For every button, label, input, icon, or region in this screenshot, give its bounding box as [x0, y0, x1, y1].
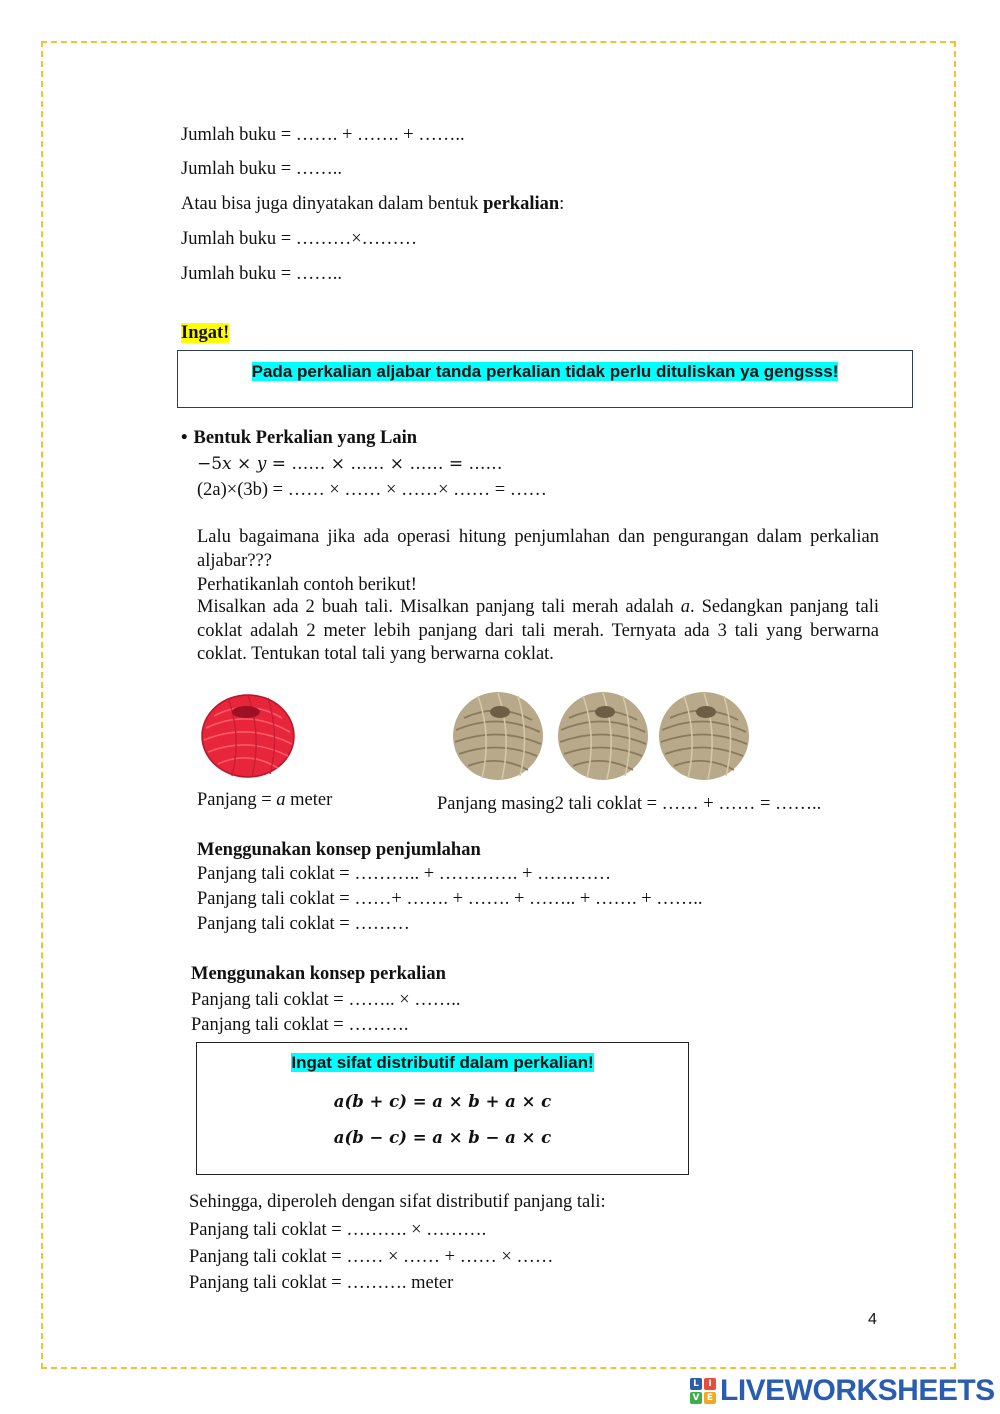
liveworksheets-logo[interactable] — [690, 1376, 995, 1406]
penjumlahan-line-1: Panjang tali coklat = ……….. + …………. + ………… — [197, 864, 612, 884]
final-line-2: Panjang tali coklat = ………. × ………. — [189, 1220, 487, 1240]
brown-yarn-caption: Panjang masing2 tali coklat = …… + …… = …….. — [437, 794, 822, 814]
final-line-1: Sehingga, diperoleh dengan sifat distributif panjang tali: — [189, 1192, 606, 1212]
ingat-box-text: Pada perkalian aljabar tanda perkalian tidak perlu dituliskan ya gengsss! — [251, 362, 839, 381]
perkalian-line-1: Panjang tali coklat = …….. × …….. — [191, 990, 461, 1010]
distributif-box — [196, 1042, 689, 1175]
final-line-3: Panjang tali coklat = …… × …… + …… × …… — [189, 1247, 554, 1267]
bentuk-equation-1: −5𝑥 × 𝑦 = …… × …… × …… = …… — [197, 454, 503, 474]
jumlah-buku-line-2: Jumlah buku = …….. — [181, 159, 342, 179]
bentuk-equation-2: (2a)×(3b) = …… × …… × ……× …… = …… — [197, 480, 547, 500]
jumlah-buku-line-3: Jumlah buku = ………×……… — [181, 229, 418, 249]
story-paragraph-1: Lalu bagaimana jika ada operasi hitung penjumlahan dan pengurangan dalam perkalian aljabar??? — [197, 527, 879, 571]
penjumlahan-heading: Menggunakan konsep penjumlahan — [197, 840, 481, 860]
ingat-label: Ingat! — [181, 323, 230, 343]
brown-yarn-image-2 — [555, 690, 651, 782]
brown-yarn-image-3 — [656, 690, 752, 782]
jumlah-buku-line-4: Jumlah buku = …….. — [181, 264, 342, 284]
story-paragraph-2: Perhatikanlah contoh berikut! — [197, 575, 417, 595]
distributif-title: Ingat sifat distributif dalam perkalian! — [291, 1053, 594, 1072]
bentuk-heading: • Bentuk Perkalian yang Lain — [181, 428, 418, 448]
distributif-formula-1: 𝒂(𝒃 + 𝒄) = 𝒂 × 𝒃 + 𝒂 × 𝒄 — [333, 1092, 552, 1111]
penjumlahan-line-3: Panjang tali coklat = ……… — [197, 914, 410, 934]
brown-yarn-image-1 — [450, 690, 546, 782]
penjumlahan-line-2: Panjang tali coklat = ……+ ……. + ……. + …….. + ……. + …….. — [197, 889, 703, 909]
logo-text: LIVEWORKSHEETS — [720, 1374, 995, 1407]
distributif-formula-2: 𝒂(𝒃 − 𝒄) = 𝒂 × 𝒃 − 𝒂 × 𝒄 — [333, 1128, 552, 1147]
jumlah-buku-line-1: Jumlah buku = ……. + ……. + …….. — [181, 125, 465, 145]
page-number: 4 — [868, 1311, 877, 1328]
perkalian-intro: Atau bisa juga dinyatakan dalam bentuk perkalian: — [181, 194, 565, 214]
perkalian-heading: Menggunakan konsep perkalian — [191, 964, 446, 984]
story-paragraph-3: Misalkan ada 2 buah tali. Misalkan panjang tali merah adalah a. Sedangkan panjang tali coklat adalah 2 meter lebih panjang dari tali merah. Ternyata ada 3 tali yang berwarna coklat. Tentukan total tali yang berwarna coklat. — [197, 597, 879, 664]
red-yarn-caption: Panjang = a meter — [197, 790, 333, 810]
red-yarn-image — [198, 688, 298, 780]
final-line-4: Panjang tali coklat = ………. meter — [189, 1273, 454, 1293]
logo-grid-icon: L I V E — [690, 1378, 716, 1404]
perkalian-line-2: Panjang tali coklat = ………. — [191, 1015, 409, 1035]
ingat-box — [177, 350, 913, 408]
